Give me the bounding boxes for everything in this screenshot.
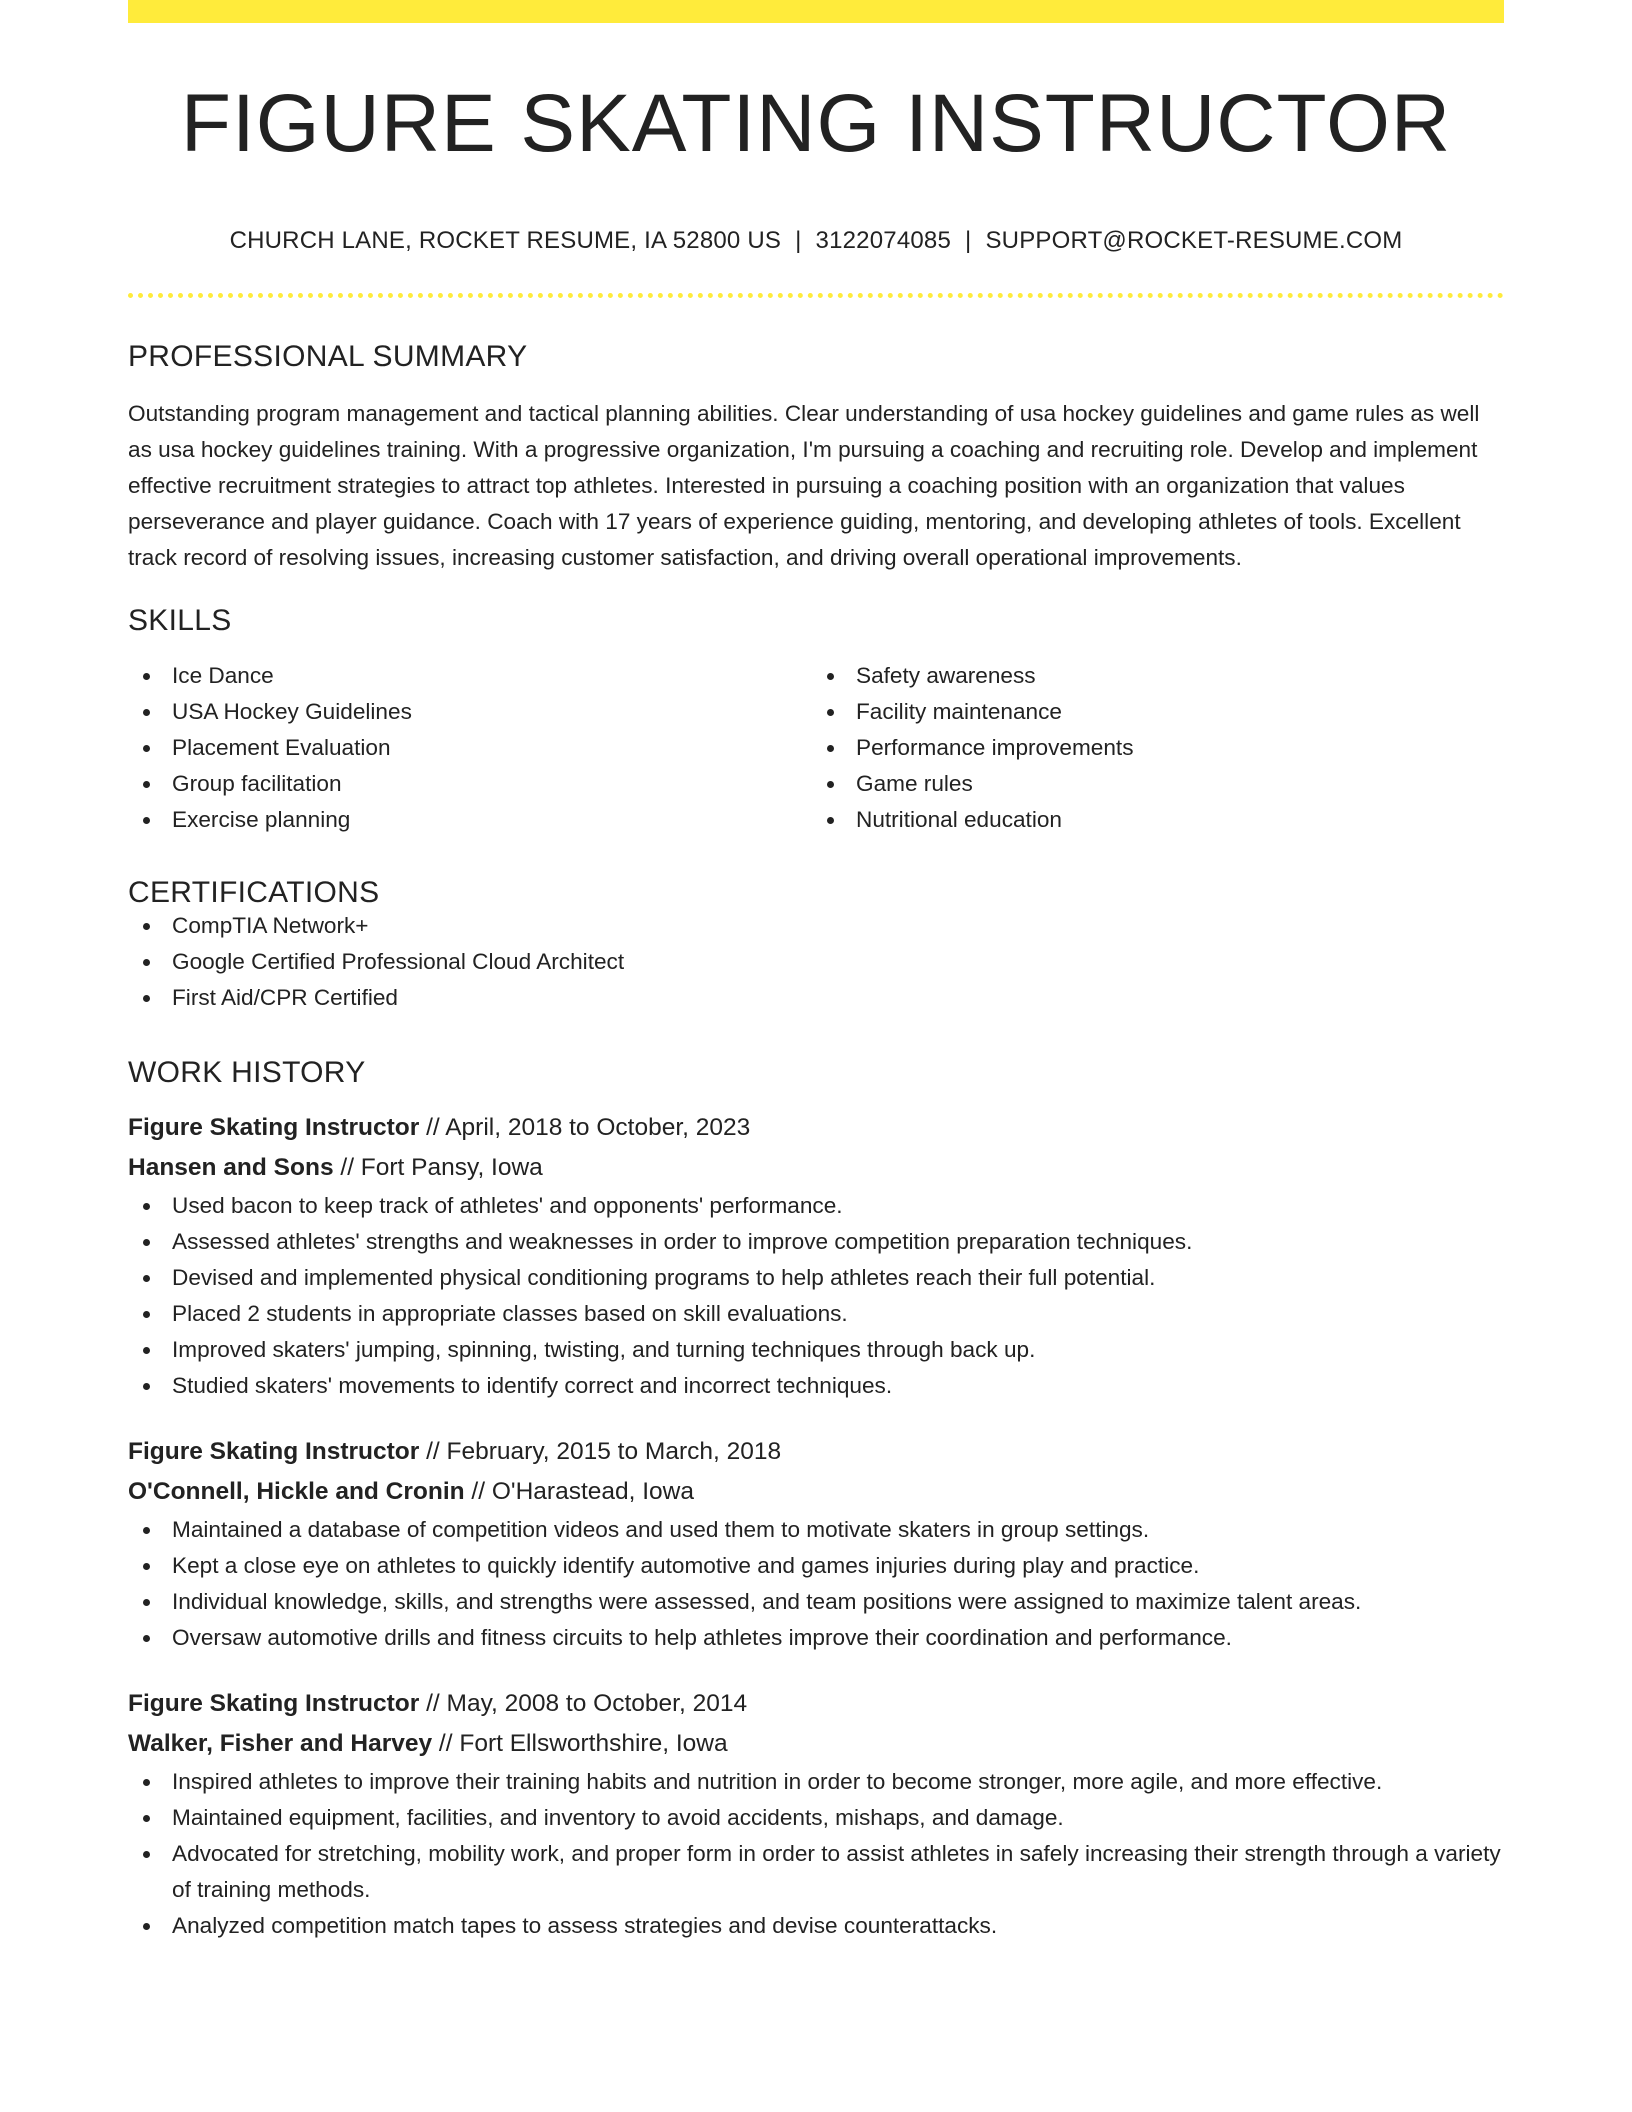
- job-company-line: [128, 1472, 1504, 1512]
- skill-item: Group facilitation: [128, 766, 816, 802]
- job-entry: [128, 1432, 1504, 1656]
- resume-page: [128, 0, 1504, 1944]
- resume-name-heading: FIGURE SKATING INSTRUCTOR: [180, 78, 1452, 169]
- skill-item: Nutritional education: [812, 802, 1500, 838]
- job-duty: Improved skaters' jumping, spinning, twisting, and turning techniques through back up.: [128, 1332, 1504, 1368]
- job-dates: // April, 2018 to October, 2023: [419, 1114, 751, 1141]
- job-entry: [128, 1684, 1504, 1944]
- certification-item: First Aid/CPR Certified: [128, 980, 1504, 1016]
- job-duty: Analyzed competition match tapes to assess strategies and devise counterattacks.: [128, 1908, 1504, 1944]
- job-duty: Used bacon to keep track of athletes' and opponents' performance.: [128, 1188, 1504, 1224]
- skill-item: Ice Dance: [128, 658, 816, 694]
- job-duty: Advocated for stretching, mobility work, and proper form in order to assist athletes in safely increasing their strength through a variety of training methods.: [128, 1836, 1504, 1908]
- top-accent-bar: [128, 0, 1504, 23]
- job-duties-list: [128, 1188, 1504, 1404]
- job-duty: Maintained a database of competition videos and used them to motivate skaters in group settings.: [128, 1512, 1504, 1548]
- job-dates: // February, 2015 to March, 2018: [419, 1438, 782, 1465]
- job-title-line: [128, 1684, 1504, 1724]
- job-dates: // May, 2008 to October, 2014: [419, 1690, 748, 1717]
- job-location: // O'Harastead, Iowa: [464, 1478, 694, 1505]
- job-location: // Fort Pansy, Iowa: [333, 1154, 543, 1181]
- skill-item: USA Hockey Guidelines: [128, 694, 816, 730]
- certifications-list: [128, 908, 1504, 1016]
- job-title-line: [128, 1108, 1504, 1148]
- job-duty: Kept a close eye on athletes to quickly identify automotive and games injuries during play and practice.: [128, 1548, 1504, 1584]
- job-entry: [128, 1108, 1504, 1404]
- skill-item: Safety awareness: [812, 658, 1500, 694]
- header-divider: [128, 293, 1504, 298]
- job-duty: Individual knowledge, skills, and strengths were assessed, and team positions were assigned to maximize talent areas.: [128, 1584, 1504, 1620]
- contact-email: SUPPORT@ROCKET-RESUME.COM: [985, 227, 1403, 254]
- job-company: O'Connell, Hickle and Cronin: [128, 1478, 465, 1505]
- job-company-line: [128, 1148, 1504, 1188]
- skill-item: Facility maintenance: [812, 694, 1500, 730]
- skills-heading: SKILLS: [128, 604, 232, 637]
- job-title: Figure Skating Instructor: [128, 1114, 420, 1141]
- job-duty: Inspired athletes to improve their training habits and nutrition in order to become stronger, more agile, and more effective.: [128, 1764, 1504, 1800]
- job-duty: Studied skaters' movements to identify correct and incorrect techniques.: [128, 1368, 1504, 1404]
- summary-heading: PROFESSIONAL SUMMARY: [128, 340, 528, 373]
- certifications-heading: CERTIFICATIONS: [128, 876, 380, 909]
- contact-separator: |: [795, 227, 802, 254]
- job-duty: Assessed athletes' strengths and weaknesses in order to improve competition preparation techniques.: [128, 1224, 1504, 1260]
- job-company: Walker, Fisher and Harvey: [128, 1730, 433, 1757]
- skills-column-right: [812, 658, 1500, 838]
- job-company: Hansen and Sons: [128, 1154, 334, 1181]
- skill-item: Game rules: [812, 766, 1500, 802]
- job-title: Figure Skating Instructor: [128, 1438, 420, 1465]
- contact-separator: |: [965, 227, 972, 254]
- certification-item: CompTIA Network+: [128, 908, 1504, 944]
- job-duty: Placed 2 students in appropriate classes based on skill evaluations.: [128, 1296, 1504, 1332]
- summary-text: Outstanding program management and tactical planning abilities. Clear understanding of usa hockey guidelines and game rules as well as usa hockey guidelines training. With a progressive organization, I'm pursuing a coaching and recruiting role. Develop and implement effective recruitment strategies to attract top athletes. Interested in pursuing a coaching position with an organization that values perseverance and player guidance. Coach with 17 years of experience guiding, mentoring, and developing athletes of tools. Excellent track record of resolving issues, increasing customer satisfaction, and driving overall operational improvements.: [128, 401, 1480, 570]
- skill-item: Placement Evaluation: [128, 730, 816, 766]
- job-title-line: [128, 1432, 1504, 1472]
- job-location: // Fort Ellsworthshire, Iowa: [432, 1730, 728, 1757]
- certification-item: Google Certified Professional Cloud Architect: [128, 944, 1504, 980]
- contact-phone: 3122074085: [815, 227, 952, 254]
- job-duties-list: [128, 1512, 1504, 1656]
- skills-list: [128, 658, 1504, 838]
- job-duty: Devised and implemented physical conditioning programs to help athletes reach their full potential.: [128, 1260, 1504, 1296]
- job-duty: Maintained equipment, facilities, and inventory to avoid accidents, mishaps, and damage.: [128, 1800, 1504, 1836]
- contact-line: [128, 227, 1504, 255]
- skill-item: Exercise planning: [128, 802, 816, 838]
- job-title: Figure Skating Instructor: [128, 1690, 420, 1717]
- skill-item: Performance improvements: [812, 730, 1500, 766]
- job-duties-list: [128, 1764, 1504, 1944]
- job-duty: Oversaw automotive drills and fitness circuits to help athletes improve their coordination and performance.: [128, 1620, 1504, 1656]
- work-history-heading: WORK HISTORY: [128, 1056, 366, 1089]
- contact-address: CHURCH LANE, ROCKET RESUME, IA 52800 US: [229, 227, 782, 254]
- skills-column-left: [128, 658, 816, 838]
- job-company-line: [128, 1724, 1504, 1764]
